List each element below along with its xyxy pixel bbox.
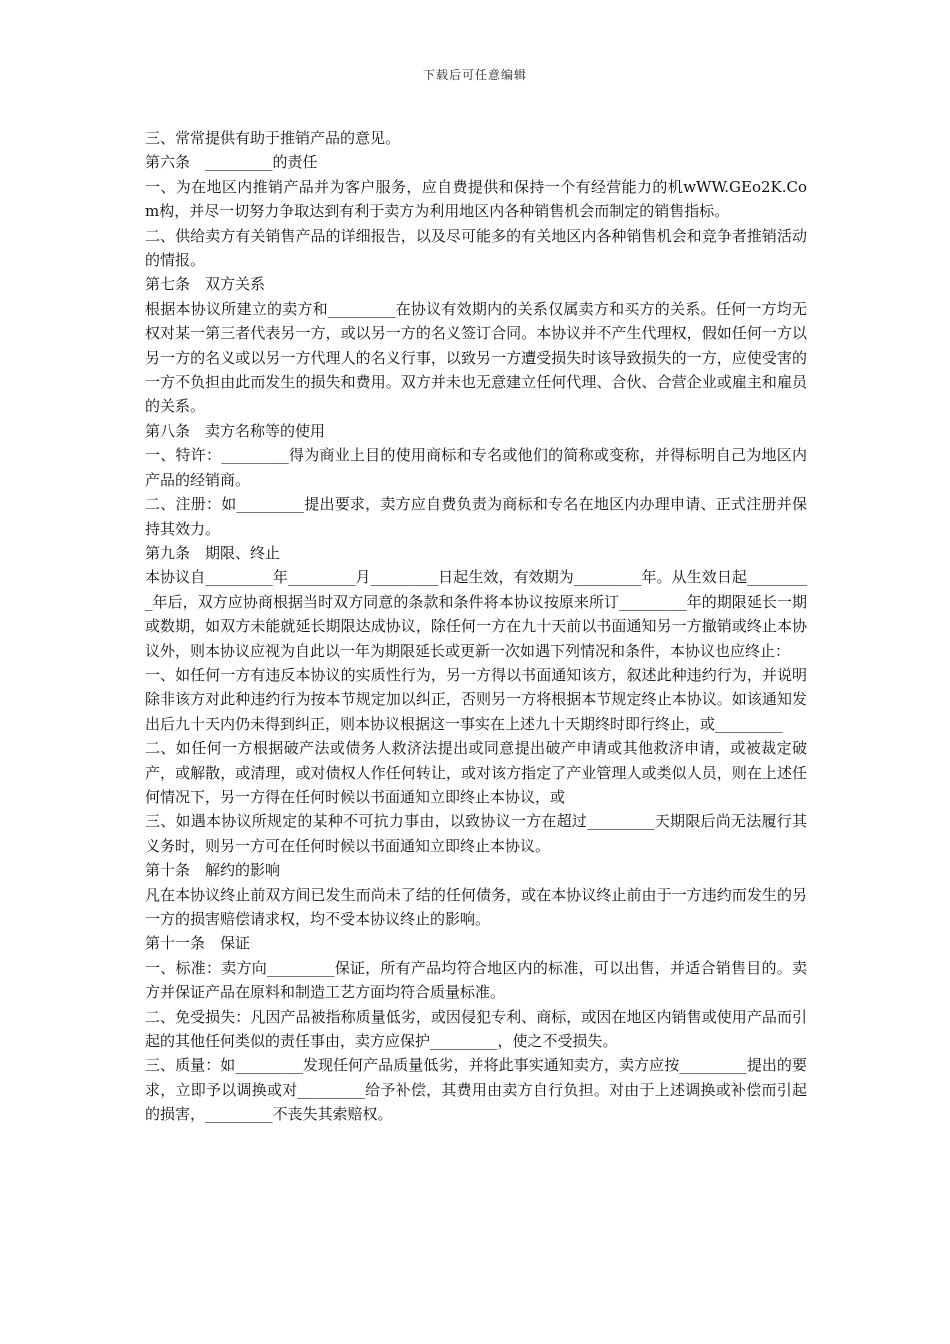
document-body: [145, 126, 807, 1127]
section-heading: 第九条 期限、终止: [145, 543, 281, 562]
section-heading: 第六条 _________的责任: [145, 153, 318, 172]
section-heading: 第八条 卖方名称等的使用: [145, 421, 326, 440]
paragraph: 三、质量：如_________发现任何产品质量低劣，并将此事实通知卖方，卖方应按_________提出的要求，立即予以调换或对_________给予补偿，其费用由卖方自行负担。对由于上述调换或补偿而引起的损害，_________不丧失其索赔权。: [145, 1056, 807, 1124]
paragraph: 二、注册：如_________提出要求，卖方应自费负责为商标和专名在地区内办理申请、正式注册并保持其效力。: [145, 495, 807, 538]
page-header: 下载后可任意编辑: [422, 68, 527, 82]
section-heading: 第七条 双方关系: [145, 275, 266, 294]
paragraph: 一、如任何一方有违反本协议的实质性行为，另一方得以书面通知该方，叙述此种违约行为，并说明除非该方对此种违约行为按本节规定加以纠正，否则另一方将根据本节规定终止本协议。如该通知发出后九十天内仍未得到纠正，则本协议根据这一事实在上述九十天期终时即行终止，或_________: [145, 665, 807, 733]
section-heading: 第十条 解约的影响: [145, 861, 281, 880]
paragraph: 一、特许：_________得为商业上目的使用商标和专名或他们的简称或变称，并得标明自己为地区内产品的经销商。: [145, 446, 807, 489]
paragraph: 二、免受损失：凡因产品被指称质量低劣，或因侵犯专利、商标，或因在地区内销售或使用产品而引起的其他任何类似的责任事由，卖方应保护_________，使之不受损失。: [145, 1007, 807, 1051]
paragraph: 一、为在地区内推销产品并为客户服务，应自费提供和保持一个有经营能力的机wWW.GEo2K.Com构，并尽一切努力争取达到有利于卖方为利用地区内各种销售机会而制定的销售指标。: [145, 177, 807, 221]
paragraph: 一、标准：卖方向_________保证，所有产品均符合地区内的标准，可以出售，并适合销售目的。卖方并保证产品在原料和制造工艺方面均符合质量标准。: [145, 958, 807, 1002]
paragraph: 三、常常提供有助于推销产品的意见。: [145, 129, 401, 147]
paragraph: 二、如任何一方根据破产法或债务人救济法提出或同意提出破产申请或其他救济申请，或被裁定破产，或解散，或清理，或对债权人作任何转让，或对该方指定了产业管理人或类似人员，则在上述任何情况下，另一方得在任何时候以书面通知立即终止本协议，或: [145, 739, 807, 806]
section-heading: 第十一条 保证: [145, 934, 251, 953]
paragraph: 三、如遇本协议所规定的某种不可抗力事由，以致协议一方在超过_________天期限后尚无法履行其义务时，则另一方可在任何时候以书面通知立即终止本协议。: [145, 812, 807, 855]
paragraph: 本协议自_________年_________月_________日起生效，有效期为_________年。从生效日起_________年后，双方应协商根据当时双方同意的条款和条件将本协议按原来所订_________年的期限延长一期或数期，如双方未能就延长期限达成协议，除任何一方在九十天前以书面通知另一方撤销或终止本协议外，则本协议应视为自此以一年为期限延长或更新一次如遇下列情况和条件，本协议也应终止：: [145, 568, 807, 660]
paragraph: 二、供给卖方有关销售产品的详细报告，以及尽可能多的有关地区内各种销售机会和竞争者推销活动的情报。: [145, 226, 807, 270]
paragraph: 凡在本协议终止前双方间已发生而尚未了结的任何债务，或在本协议终止前由于一方违约而发生的另一方的损害赔偿请求权，均不受本协议终止的影响。: [145, 885, 807, 928]
paragraph: 根据本协议所建立的卖方和_________在协议有效期内的关系仅属卖方和买方的关系。任何一方均无权对某一第三者代表另一方，或以另一方的名义签订合同。本协议并不产生代理权，假如任何一方以另一方的名义或以另一方代理人的名义行事，以致另一方遭受损失时该导致损失的一方，应使受害的一方不负担由此而发生的损失和费用。双方并未也无意建立任何代理、合伙、合营企业或雇主和雇员的关系。: [145, 299, 807, 416]
